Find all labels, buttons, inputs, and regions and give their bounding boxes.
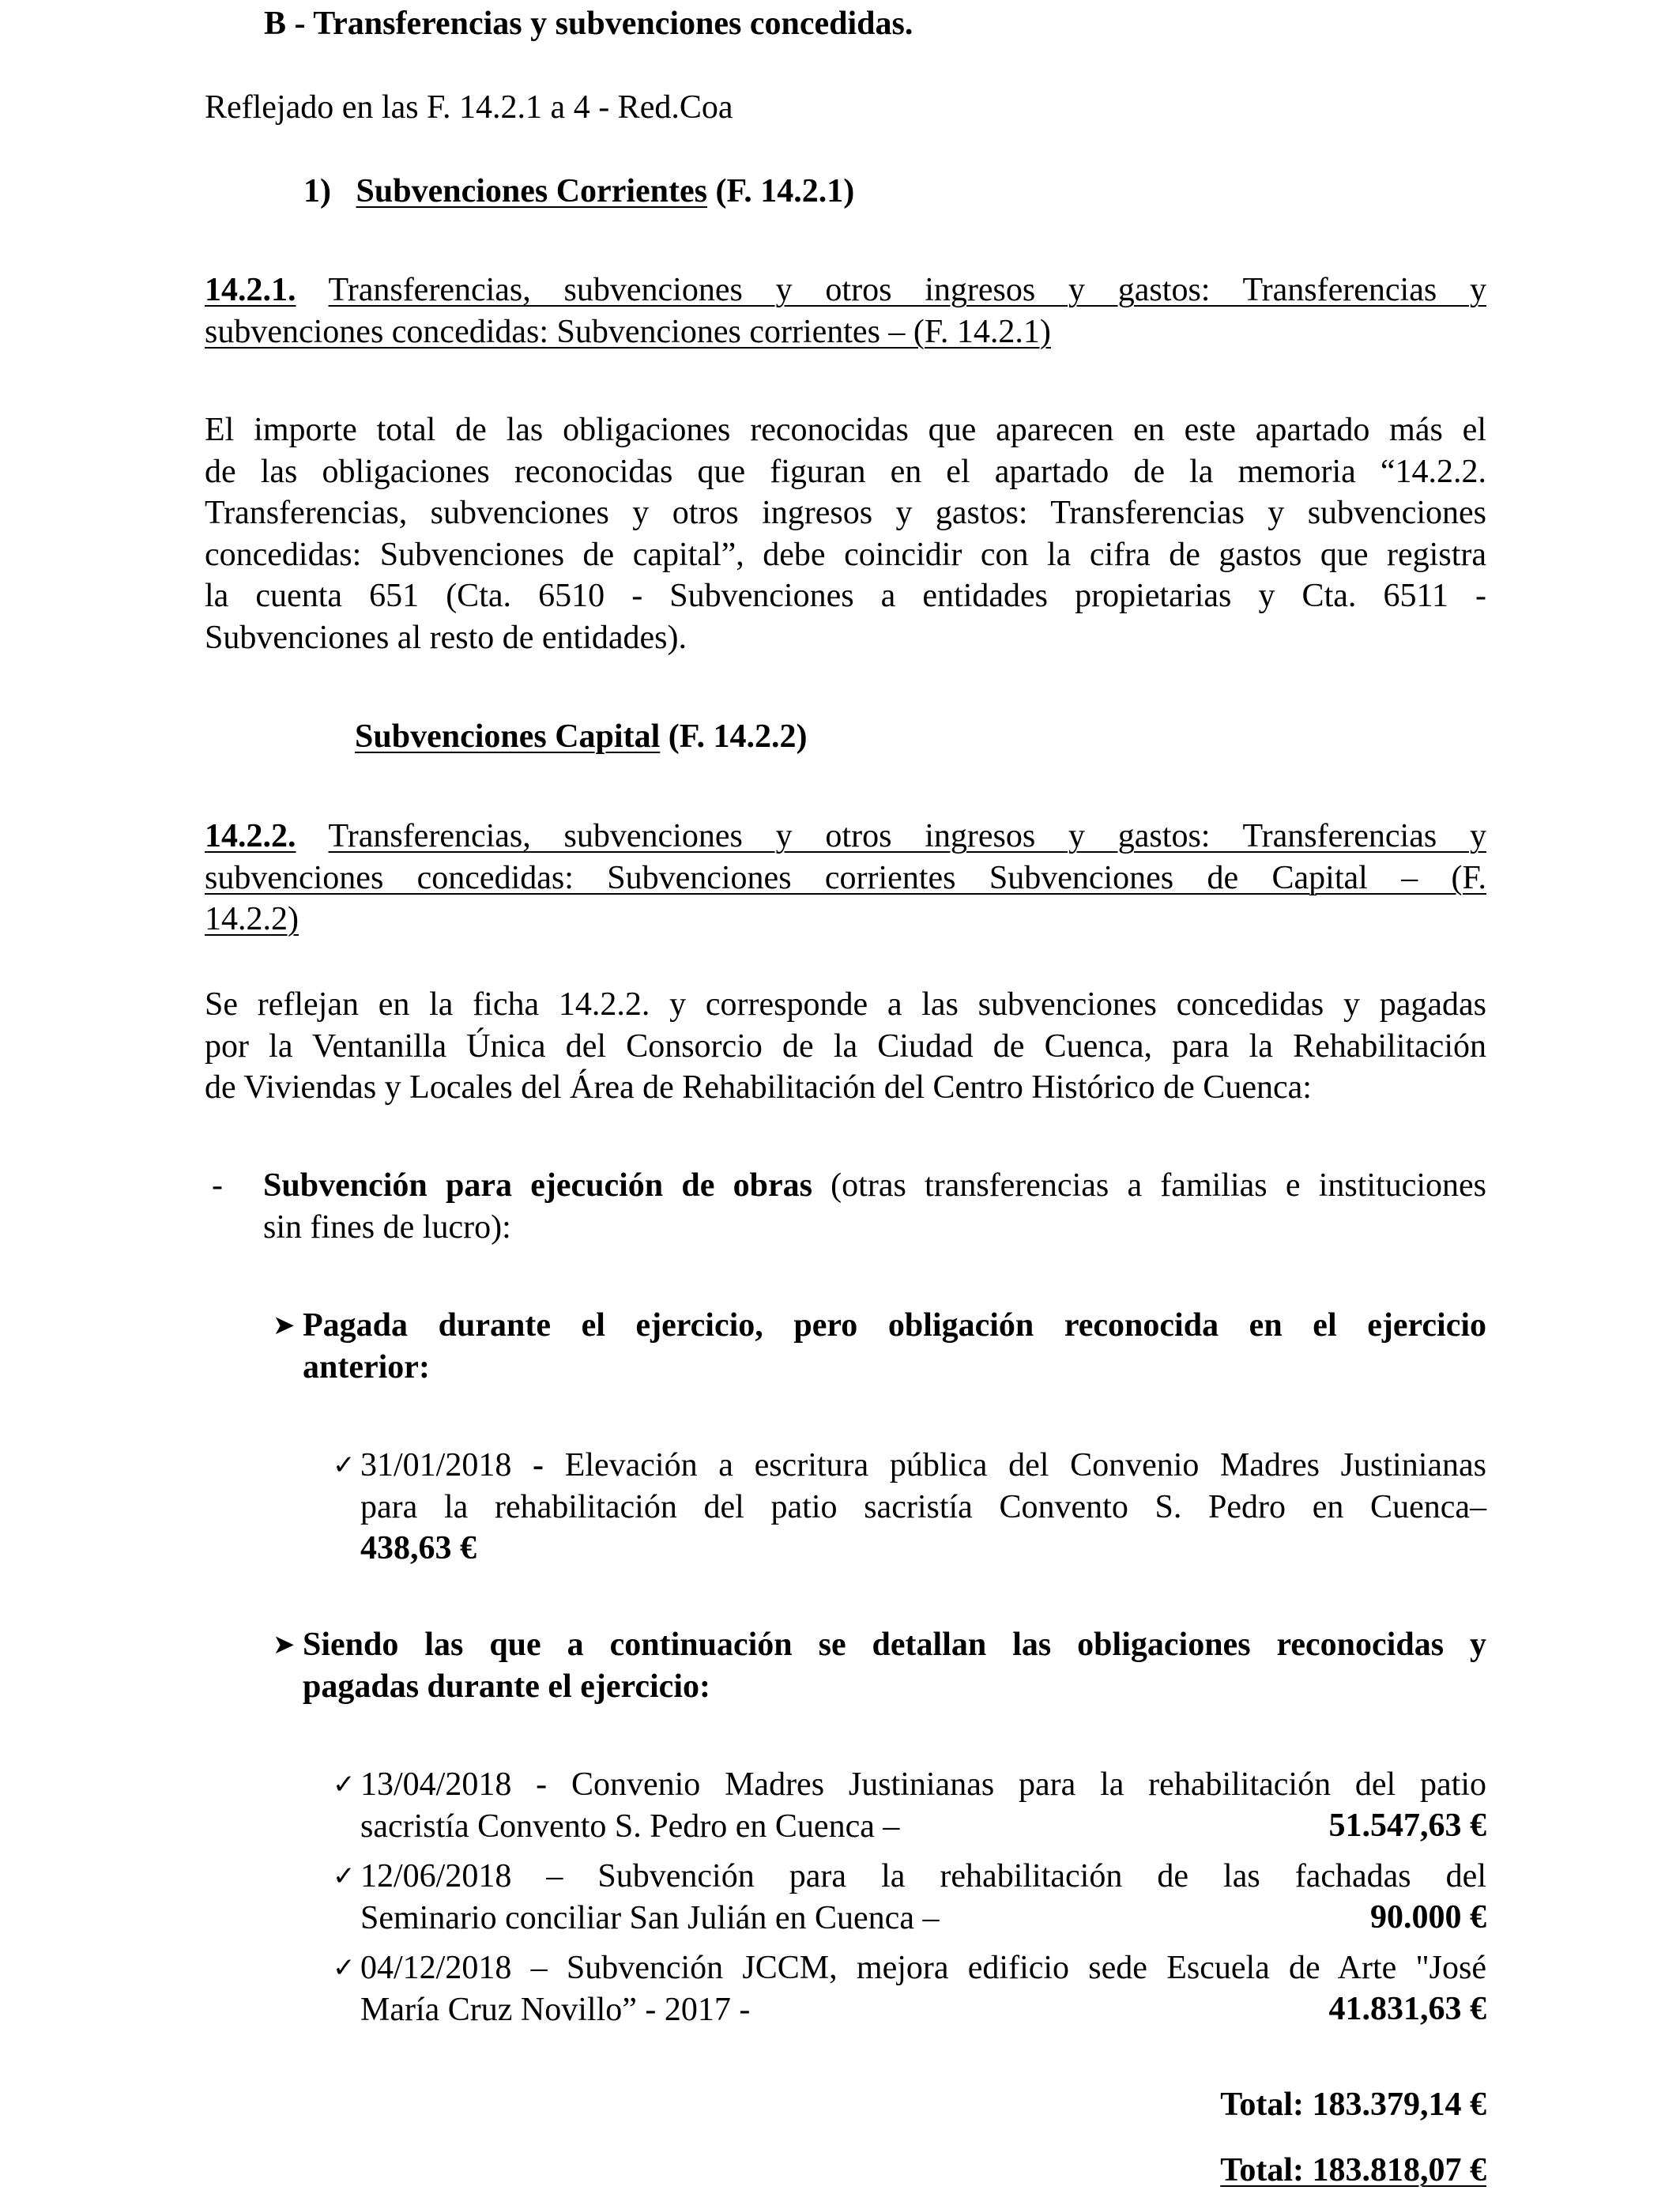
check-amount: 41.831,63 € [1328, 1991, 1486, 2027]
item-subvenciones-corrientes [303, 171, 854, 212]
check-line2: María Cruz Novillo” - 2017 - [360, 1991, 751, 2028]
paragraph-line: El importe total de las obligaciones reconocidas que aparecen en este apartado más el [205, 412, 1486, 448]
paragraph-line: la cuenta 651 (Cta. 6510 - Subvenciones a entidades propietarias y Cta. 6511 - [205, 578, 1486, 614]
heading-line3: 14.2.2) [205, 901, 299, 937]
arrow-line1: Siendo las que a continuación se detallan las obligaciones reconocidas y [303, 1627, 1486, 1663]
item-number: 1) [303, 173, 331, 209]
paragraph-line: Subvenciones al resto de entidades). [205, 619, 687, 656]
reflejado-line: Reflejado en las F. 14.2.1 a 4 - Red.Coa [205, 89, 733, 126]
check-sep: - [533, 1447, 544, 1483]
heading-code: 14.2.2. [205, 818, 296, 854]
check-line1: 04/12/2018 – Subvención JCCM, mejora edificio sede Escuela de Arte "José [360, 1950, 1486, 1986]
arrow-item-siendo [303, 1624, 1486, 1707]
arrow-line1: Pagada durante el ejercicio, pero obligación reconocida en el ejercicio [303, 1307, 1486, 1344]
check-icon: ✓ [333, 1860, 356, 1892]
paragraph-line: Se reflejan en la ficha 14.2.2. y corresponde a las subvenciones concedidas y pagadas [205, 986, 1486, 1023]
check-line2: Seminario conciliar San Julián en Cuenca – [360, 1899, 940, 1936]
total-grand: Total: 183.818,07 € [1220, 2152, 1486, 2188]
paragraph-line: concedidas: Subvenciones de capital”, debe coincidir con la cifra de gastos que registra [205, 536, 1486, 573]
item-subvenciones-capital [355, 716, 808, 757]
check-line2: para la rehabilitación del patio sacristía Convento S. Pedro en Cuenca– [360, 1488, 1486, 1525]
check-line1: 13/04/2018 - Convenio Madres Justinianas para la rehabilitación del patio [360, 1766, 1486, 1803]
item-title: Subvenciones Corrientes [356, 173, 707, 209]
dash-item-line2: sin fines de lucro): [263, 1208, 511, 1246]
check-date: 31/01/2018 [360, 1447, 512, 1483]
item-title: Subvenciones Capital [355, 718, 661, 755]
dash-bullet: - [212, 1167, 223, 1204]
heading-line1: Transferencias, subvenciones y otros ingresos y gastos: Transferencias y [328, 818, 1486, 854]
section-title: B - Transferencias y subvenciones concedidas. [264, 6, 913, 42]
dash-item-text [263, 1165, 1486, 1248]
paragraph-line: de las obligaciones reconocidas que figuran en el apartado de la memoria “14.2.2. [205, 453, 1486, 490]
heading-code: 14.2.1. [205, 272, 296, 308]
heading-line2: subvenciones concedidas: Subvenciones corrientes Subvenciones de Capital – (F. [205, 859, 1486, 896]
check-item [360, 1764, 1486, 1847]
arrow-bullet-icon: ➤ [273, 1310, 296, 1341]
check-line2: sacristía Convento S. Pedro en Cuenca – [360, 1808, 900, 1845]
check-amount: 90.000 € [1370, 1899, 1486, 1936]
check-icon: ✓ [333, 1449, 356, 1481]
item-ref: (F. 14.2.2) [668, 718, 808, 755]
total-subtotal: Total: 183.379,14 € [1220, 2087, 1486, 2123]
check-icon: ✓ [333, 1769, 356, 1800]
dash-item-rest: (otras transferencias a familias e instituciones [831, 1167, 1487, 1204]
paragraph-line: de Viviendas y Locales del Área de Rehabilitación del Centro Histórico de Cuenca: [205, 1069, 1312, 1106]
check-item-previous [360, 1445, 1486, 1570]
heading-line2: subvenciones concedidas: Subvenciones corrientes – (F. 14.2.1) [205, 313, 1051, 350]
check-amount: 51.547,63 € [1328, 1808, 1486, 1844]
paragraph-obligaciones [205, 409, 1486, 658]
arrow-line2: anterior: [303, 1348, 430, 1385]
check-item [360, 1856, 1486, 1939]
paragraph-line: por la Ventanilla Única del Consorcio de la Ciudad de Cuenca, para la Rehabilitación [205, 1027, 1486, 1065]
check-line1: Elevación a escritura pública del Convenio Madres Justinianas [564, 1447, 1487, 1483]
arrow-item-pagada [303, 1305, 1486, 1388]
arrow-bullet-icon: ➤ [273, 1629, 296, 1661]
heading-line1: Transferencias, subvenciones y otros ingresos y gastos: Transferencias y [328, 272, 1486, 308]
heading-1421 [205, 270, 1486, 352]
check-line1: 12/06/2018 – Subvención para la rehabilitación de las fachadas del [360, 1858, 1486, 1894]
check-amount: 438,63 € [360, 1530, 477, 1566]
dash-item-bold: Subvención para ejecución de obras [263, 1167, 812, 1204]
heading-1422 [205, 816, 1486, 941]
paragraph-line: Transferencias, subvenciones y otros ingresos y gastos: Transferencias y subvenciones [205, 495, 1486, 531]
check-item [360, 1947, 1486, 2030]
paragraph-ficha [205, 984, 1486, 1109]
arrow-line2: pagadas durante el ejercicio: [303, 1668, 710, 1705]
check-icon: ✓ [333, 1952, 356, 1984]
item-ref: (F. 14.2.1) [715, 173, 855, 209]
